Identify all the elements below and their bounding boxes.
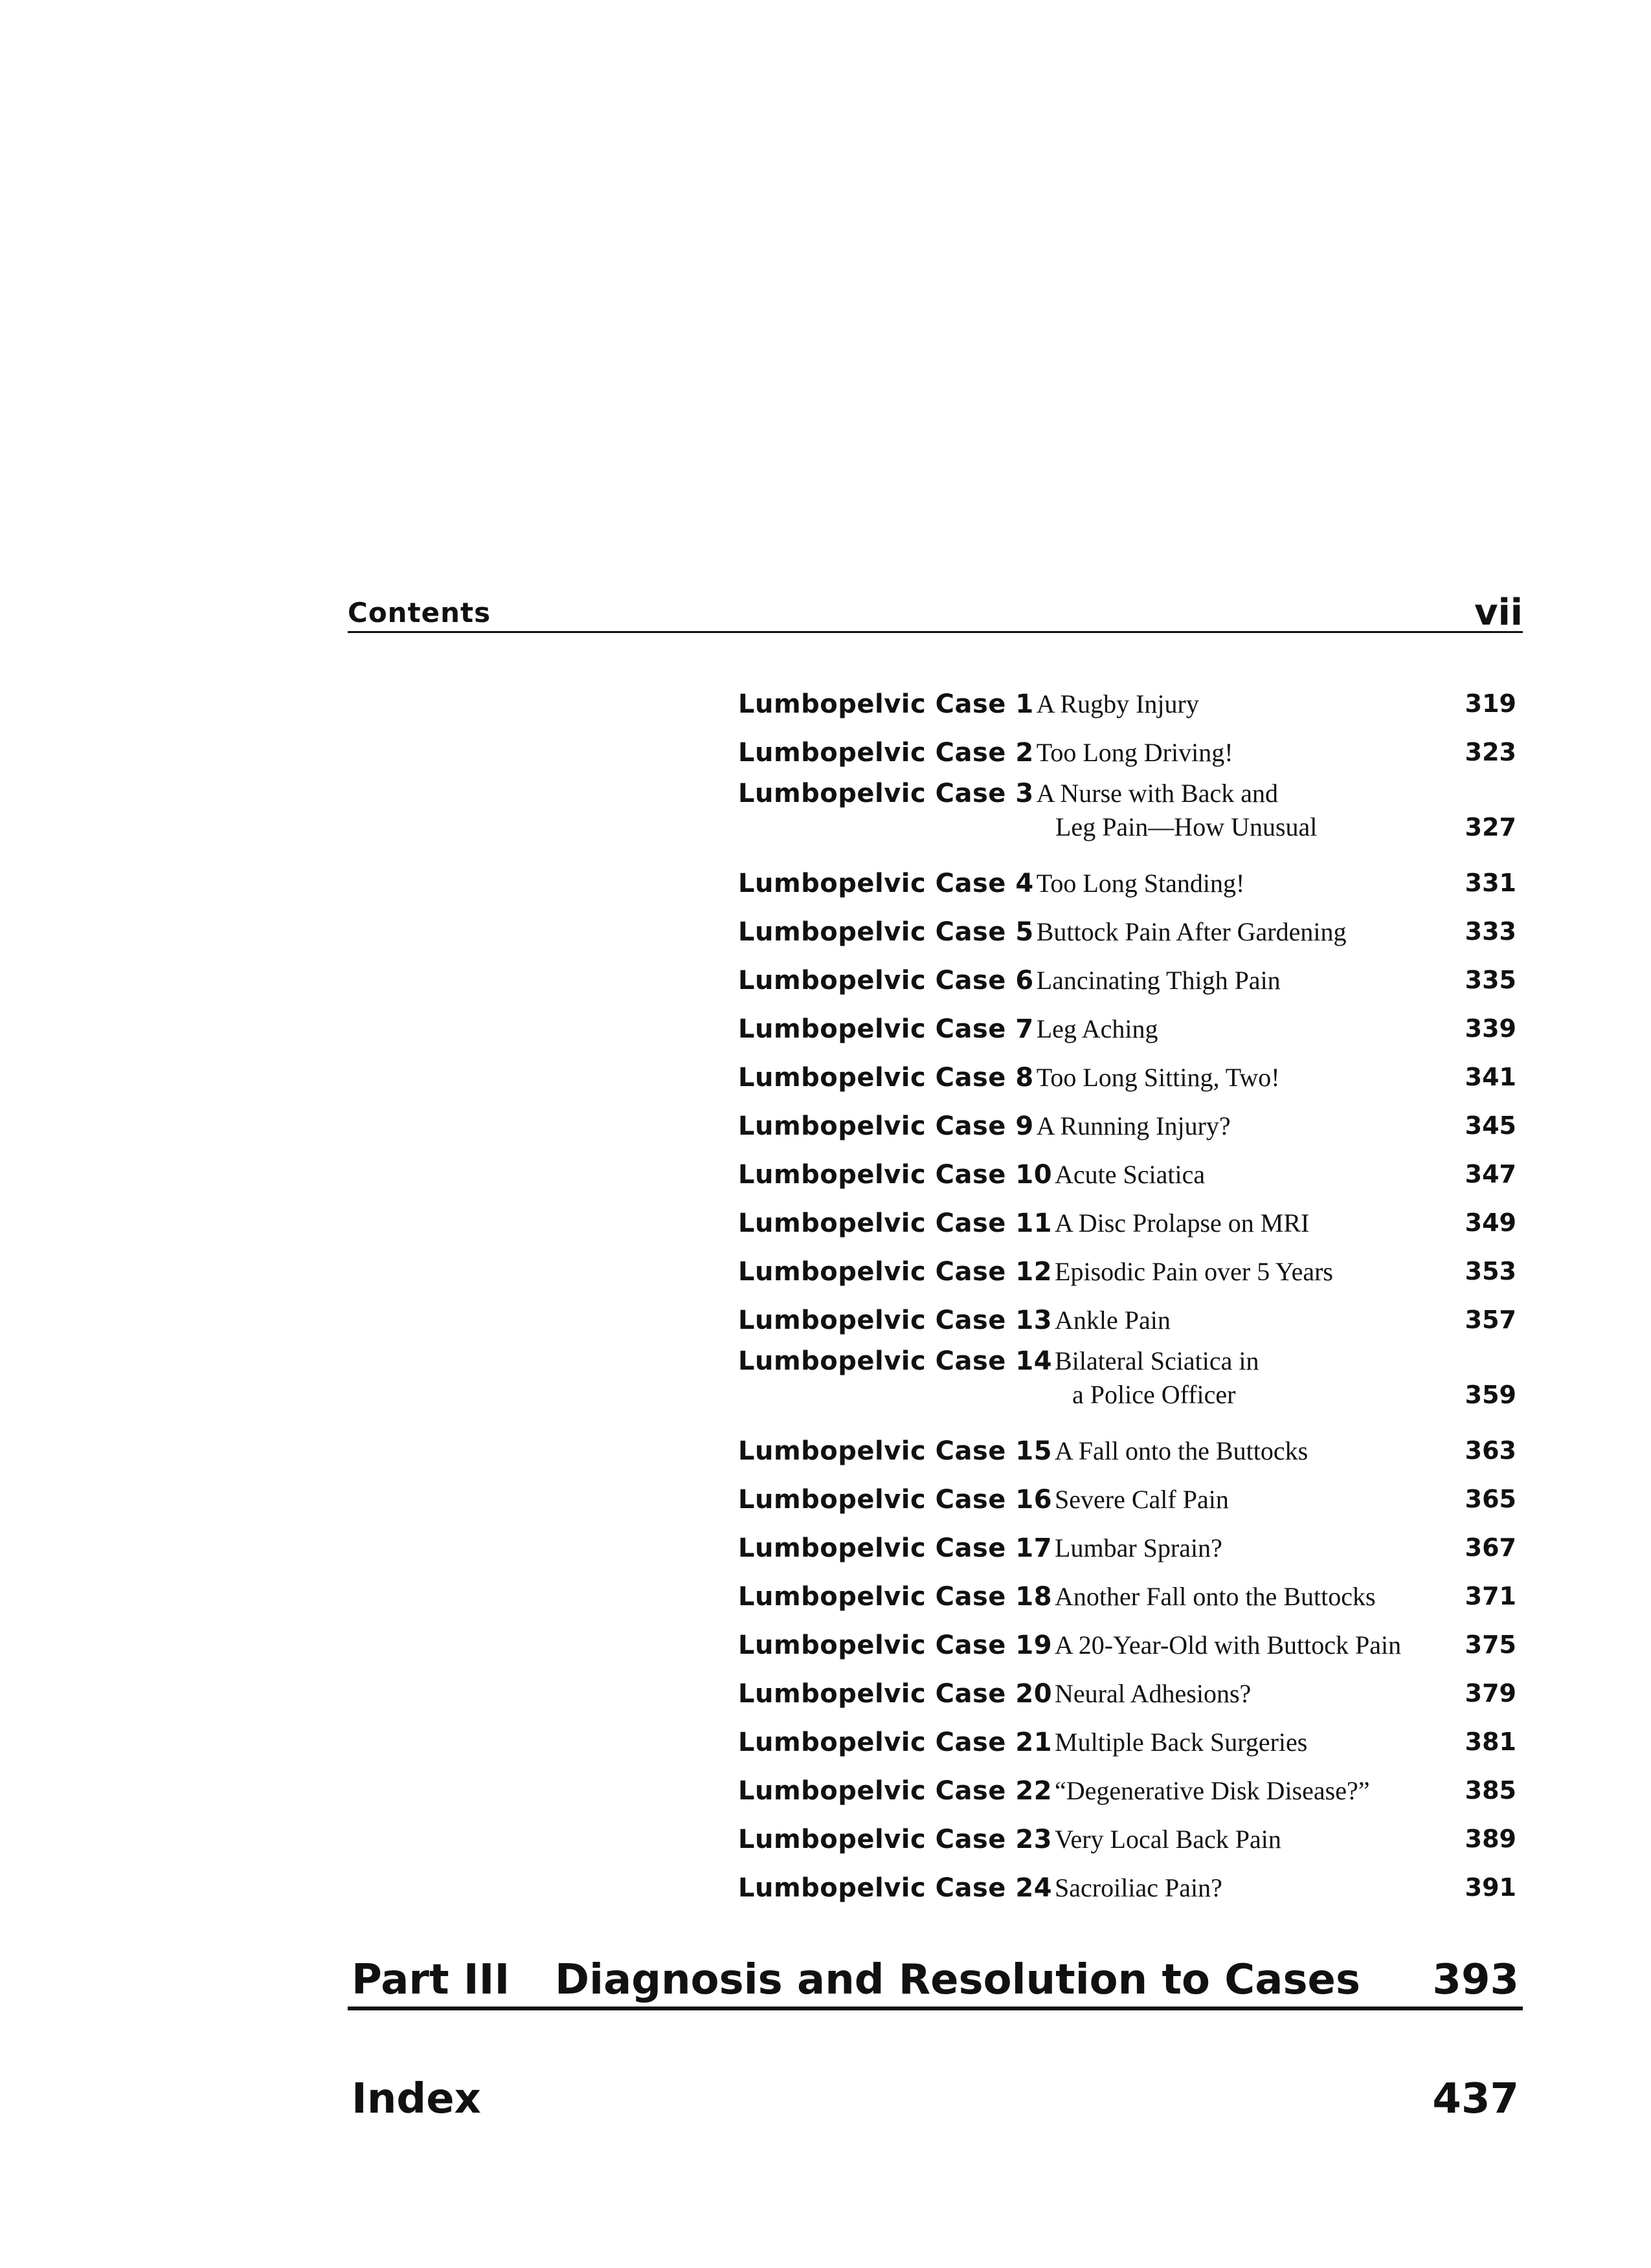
toc-entry[interactable] [738, 1199, 1523, 1247]
case-title: A Disc Prolapse on MRI [1055, 1208, 1310, 1238]
toc-entry[interactable] [738, 956, 1523, 1005]
case-page-number: 333 [1465, 917, 1516, 946]
case-page-number: 375 [1465, 1630, 1516, 1659]
case-label: Lumbopelvic Case 22 [738, 1776, 1053, 1806]
case-page-number: 365 [1465, 1485, 1516, 1513]
toc-entry[interactable] [738, 1572, 1523, 1621]
toc-entry[interactable] [738, 1766, 1523, 1815]
part-heading[interactable] [348, 1942, 1523, 2010]
case-page-number: 335 [1465, 966, 1516, 994]
case-page-number: 385 [1465, 1776, 1516, 1805]
case-title: A Nurse with Back and [1036, 779, 1278, 808]
toc-entry[interactable] [738, 859, 1523, 907]
case-title: Lumbar Sprain? [1055, 1533, 1222, 1562]
case-page-number: 345 [1465, 1111, 1516, 1140]
case-title: A Rugby Injury [1036, 689, 1199, 718]
case-page-number: 339 [1465, 1014, 1516, 1043]
toc-entry[interactable] [738, 777, 1523, 859]
case-title-continued: a Police Officer [1072, 1380, 1236, 1409]
case-title: A Fall onto the Buttocks [1055, 1436, 1308, 1465]
case-label: Lumbopelvic Case 15 [738, 1436, 1053, 1466]
case-label: Lumbopelvic Case 16 [738, 1485, 1053, 1515]
case-title: A Running Injury? [1036, 1111, 1231, 1140]
case-label: Lumbopelvic Case 10 [738, 1160, 1053, 1190]
toc-entry[interactable] [738, 1815, 1523, 1863]
case-label: Lumbopelvic Case 19 [738, 1630, 1053, 1660]
case-title: Too Long Sitting, Two! [1036, 1063, 1280, 1092]
case-page-number: 389 [1465, 1825, 1516, 1853]
case-title: Acute Sciatica [1055, 1160, 1206, 1189]
case-label: Lumbopelvic Case 6 [738, 966, 1034, 995]
index-label: Index [352, 2075, 481, 2123]
case-page-number: 363 [1465, 1436, 1516, 1465]
case-title: Too Long Driving! [1036, 738, 1233, 767]
toc-entry[interactable] [738, 1669, 1523, 1718]
case-page-number: 379 [1465, 1679, 1516, 1707]
case-title: A 20-Year-Old with Buttock Pain [1055, 1630, 1402, 1660]
toc-entry[interactable] [738, 1150, 1523, 1199]
case-label: Lumbopelvic Case 17 [738, 1533, 1053, 1563]
toc-entry[interactable] [738, 1102, 1523, 1150]
case-label: Lumbopelvic Case 13 [738, 1306, 1053, 1335]
case-page-number: 359 [1465, 1381, 1516, 1409]
part-label: Part III [352, 1956, 510, 2004]
case-label: Lumbopelvic Case 20 [738, 1679, 1053, 1709]
toc-entry[interactable] [738, 728, 1523, 777]
case-label: Lumbopelvic Case 21 [738, 1728, 1053, 1757]
case-title: Severe Calf Pain [1055, 1485, 1229, 1514]
case-label: Lumbopelvic Case 12 [738, 1257, 1053, 1287]
case-title: Very Local Back Pain [1055, 1825, 1281, 1854]
case-title-continued: Leg Pain—How Unusual [1055, 812, 1318, 841]
case-title: Leg Aching [1036, 1014, 1158, 1043]
toc-entry[interactable] [738, 680, 1523, 728]
toc-entry[interactable] [738, 1524, 1523, 1572]
case-title: Another Fall onto the Buttocks [1055, 1582, 1376, 1611]
case-label: Lumbopelvic Case 8 [738, 1063, 1034, 1093]
case-title: “Degenerative Disk Disease?” [1055, 1776, 1370, 1805]
case-label: Lumbopelvic Case 23 [738, 1825, 1053, 1854]
running-head-title: Contents [348, 597, 491, 628]
toc-entry[interactable] [738, 1863, 1523, 1912]
toc-entry[interactable] [738, 1005, 1523, 1053]
case-label: Lumbopelvic Case 4 [738, 869, 1034, 898]
case-label: Lumbopelvic Case 2 [738, 738, 1034, 768]
case-label: Lumbopelvic Case 24 [738, 1873, 1053, 1903]
case-page-number: 323 [1465, 738, 1516, 766]
case-label: Lumbopelvic Case 18 [738, 1582, 1053, 1612]
toc-entry[interactable] [738, 1296, 1523, 1344]
case-page-number: 327 [1465, 813, 1516, 841]
case-label: Lumbopelvic Case 5 [738, 917, 1034, 947]
case-title: Lancinating Thigh Pain [1036, 966, 1281, 995]
case-label: Lumbopelvic Case 1 [738, 689, 1034, 719]
case-title: Too Long Standing! [1036, 869, 1245, 898]
index-page-number: 437 [1432, 2075, 1519, 2123]
part-title: Diagnosis and Resolution to Cases [555, 1956, 1361, 2004]
case-label: Lumbopelvic Case 11 [738, 1208, 1053, 1238]
case-list [738, 680, 1523, 1912]
toc-entry[interactable] [738, 1475, 1523, 1524]
case-page-number: 367 [1465, 1533, 1516, 1562]
case-title: Neural Adhesions? [1055, 1679, 1252, 1708]
part-page-number: 393 [1432, 1956, 1519, 2004]
toc-entry[interactable] [738, 1344, 1523, 1427]
case-page-number: 341 [1465, 1063, 1516, 1091]
running-head [348, 586, 1523, 633]
case-page-number: 349 [1465, 1208, 1516, 1237]
case-title: Multiple Back Surgeries [1055, 1728, 1308, 1757]
case-label: Lumbopelvic Case 3 [738, 779, 1034, 808]
case-label: Lumbopelvic Case 14 [738, 1346, 1053, 1376]
case-page-number: 357 [1465, 1306, 1516, 1334]
case-title: Ankle Pain [1055, 1306, 1171, 1335]
toc-entry[interactable] [738, 1718, 1523, 1766]
case-title: Episodic Pain over 5 Years [1055, 1257, 1333, 1286]
case-title: Bilateral Sciatica in [1055, 1346, 1259, 1375]
case-title: Buttock Pain After Gardening [1036, 917, 1347, 946]
case-page-number: 331 [1465, 869, 1516, 897]
case-page-number: 347 [1465, 1160, 1516, 1188]
running-head-page-number: vii [1474, 592, 1523, 634]
toc-entry[interactable] [738, 907, 1523, 956]
toc-entry[interactable] [738, 1247, 1523, 1296]
case-page-number: 371 [1465, 1582, 1516, 1610]
case-page-number: 391 [1465, 1873, 1516, 1902]
case-label: Lumbopelvic Case 9 [738, 1111, 1034, 1141]
case-page-number: 319 [1465, 689, 1516, 718]
case-label: Lumbopelvic Case 7 [738, 1014, 1034, 1044]
case-page-number: 381 [1465, 1728, 1516, 1756]
case-page-number: 353 [1465, 1257, 1516, 1285]
toc-entry[interactable] [738, 1053, 1523, 1102]
toc-entry[interactable] [738, 1427, 1523, 1475]
index-heading[interactable] [348, 2058, 1523, 2123]
toc-entry[interactable] [738, 1621, 1523, 1669]
case-title: Sacroiliac Pain? [1055, 1873, 1222, 1902]
